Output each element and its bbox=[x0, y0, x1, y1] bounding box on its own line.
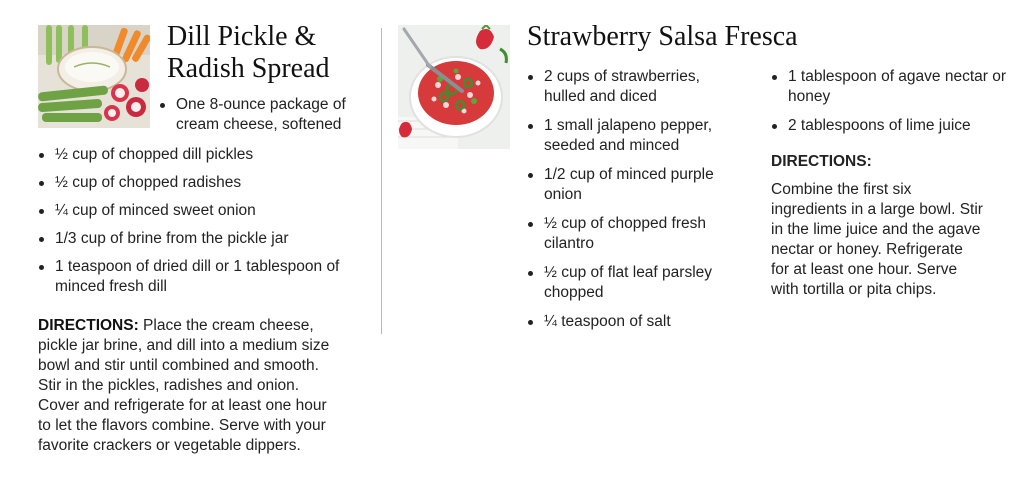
list-item: ½ cup of chopped fresh cilantro bbox=[527, 214, 742, 254]
column-divider bbox=[381, 28, 382, 334]
vegetable-dip-photo bbox=[38, 25, 150, 128]
list-item: ½ cup of chopped dill pickles bbox=[38, 145, 368, 165]
list-item: 2 tablespoons of lime juice bbox=[771, 116, 1011, 136]
list-item: 1 teaspoon of dried dill or 1 tablespoon of minced fresh dill bbox=[38, 257, 368, 297]
dip-recipe-title bbox=[167, 21, 367, 85]
salsa-ingredient-list-right bbox=[771, 67, 1011, 145]
list-item: ½ cup of chopped radishes bbox=[38, 173, 368, 193]
salsa-directions-text: Combine the first six ingredients in a large bowl. Stir in the lime juice and the agave nectar or honey. Refrigerate for at least one hour. Serve with tortilla or pita chips. bbox=[771, 181, 983, 298]
salsa-directions-label: DIRECTIONS: bbox=[771, 153, 872, 170]
vegetable-dip-platter-icon bbox=[38, 25, 150, 128]
dip-ingredient-list bbox=[38, 145, 368, 305]
salsa-recipe-title: Strawberry Salsa Fresca bbox=[527, 21, 798, 52]
salsa-ingredient-list-left bbox=[527, 67, 742, 341]
list-item: 1/2 cup of minced purple onion bbox=[527, 165, 742, 205]
salsa-photo bbox=[398, 25, 510, 149]
dip-directions bbox=[38, 316, 338, 456]
list-item: 1 small jalapeno pepper, seeded and minced bbox=[527, 116, 742, 156]
list-item: ¼ cup of minced sweet onion bbox=[38, 201, 368, 221]
list-item: ½ cup of flat leaf parsley chopped bbox=[527, 263, 742, 303]
dip-ingredient-list-top bbox=[159, 95, 374, 135]
list-item: 2 cups of strawberries, hulled and diced bbox=[527, 67, 742, 107]
dip-directions-text: Place the cream cheese, pickle jar brine, and dill into a medium size bowl and stir until combined and smooth. Stir in the pickles, radishes and onion. Cover and refrigerate for at least one hour to let the flavors combine. Serve with your favorite crackers or vegetable dippers. bbox=[38, 317, 330, 454]
strawberry-salsa-bowl-icon bbox=[398, 25, 510, 149]
list-item: ¼ teaspoon of salt bbox=[527, 312, 742, 332]
list-item: 1/3 cup of brine from the pickle jar bbox=[38, 229, 368, 249]
dip-title-line-2: Radish Spread bbox=[167, 53, 330, 84]
dip-title-line-1: Dill Pickle & bbox=[167, 21, 317, 52]
list-item: One 8-ounce package of cream cheese, softened bbox=[159, 95, 374, 135]
dip-directions-label: DIRECTIONS: bbox=[38, 317, 139, 334]
list-item: 1 tablespoon of agave nectar or honey bbox=[771, 67, 1011, 107]
